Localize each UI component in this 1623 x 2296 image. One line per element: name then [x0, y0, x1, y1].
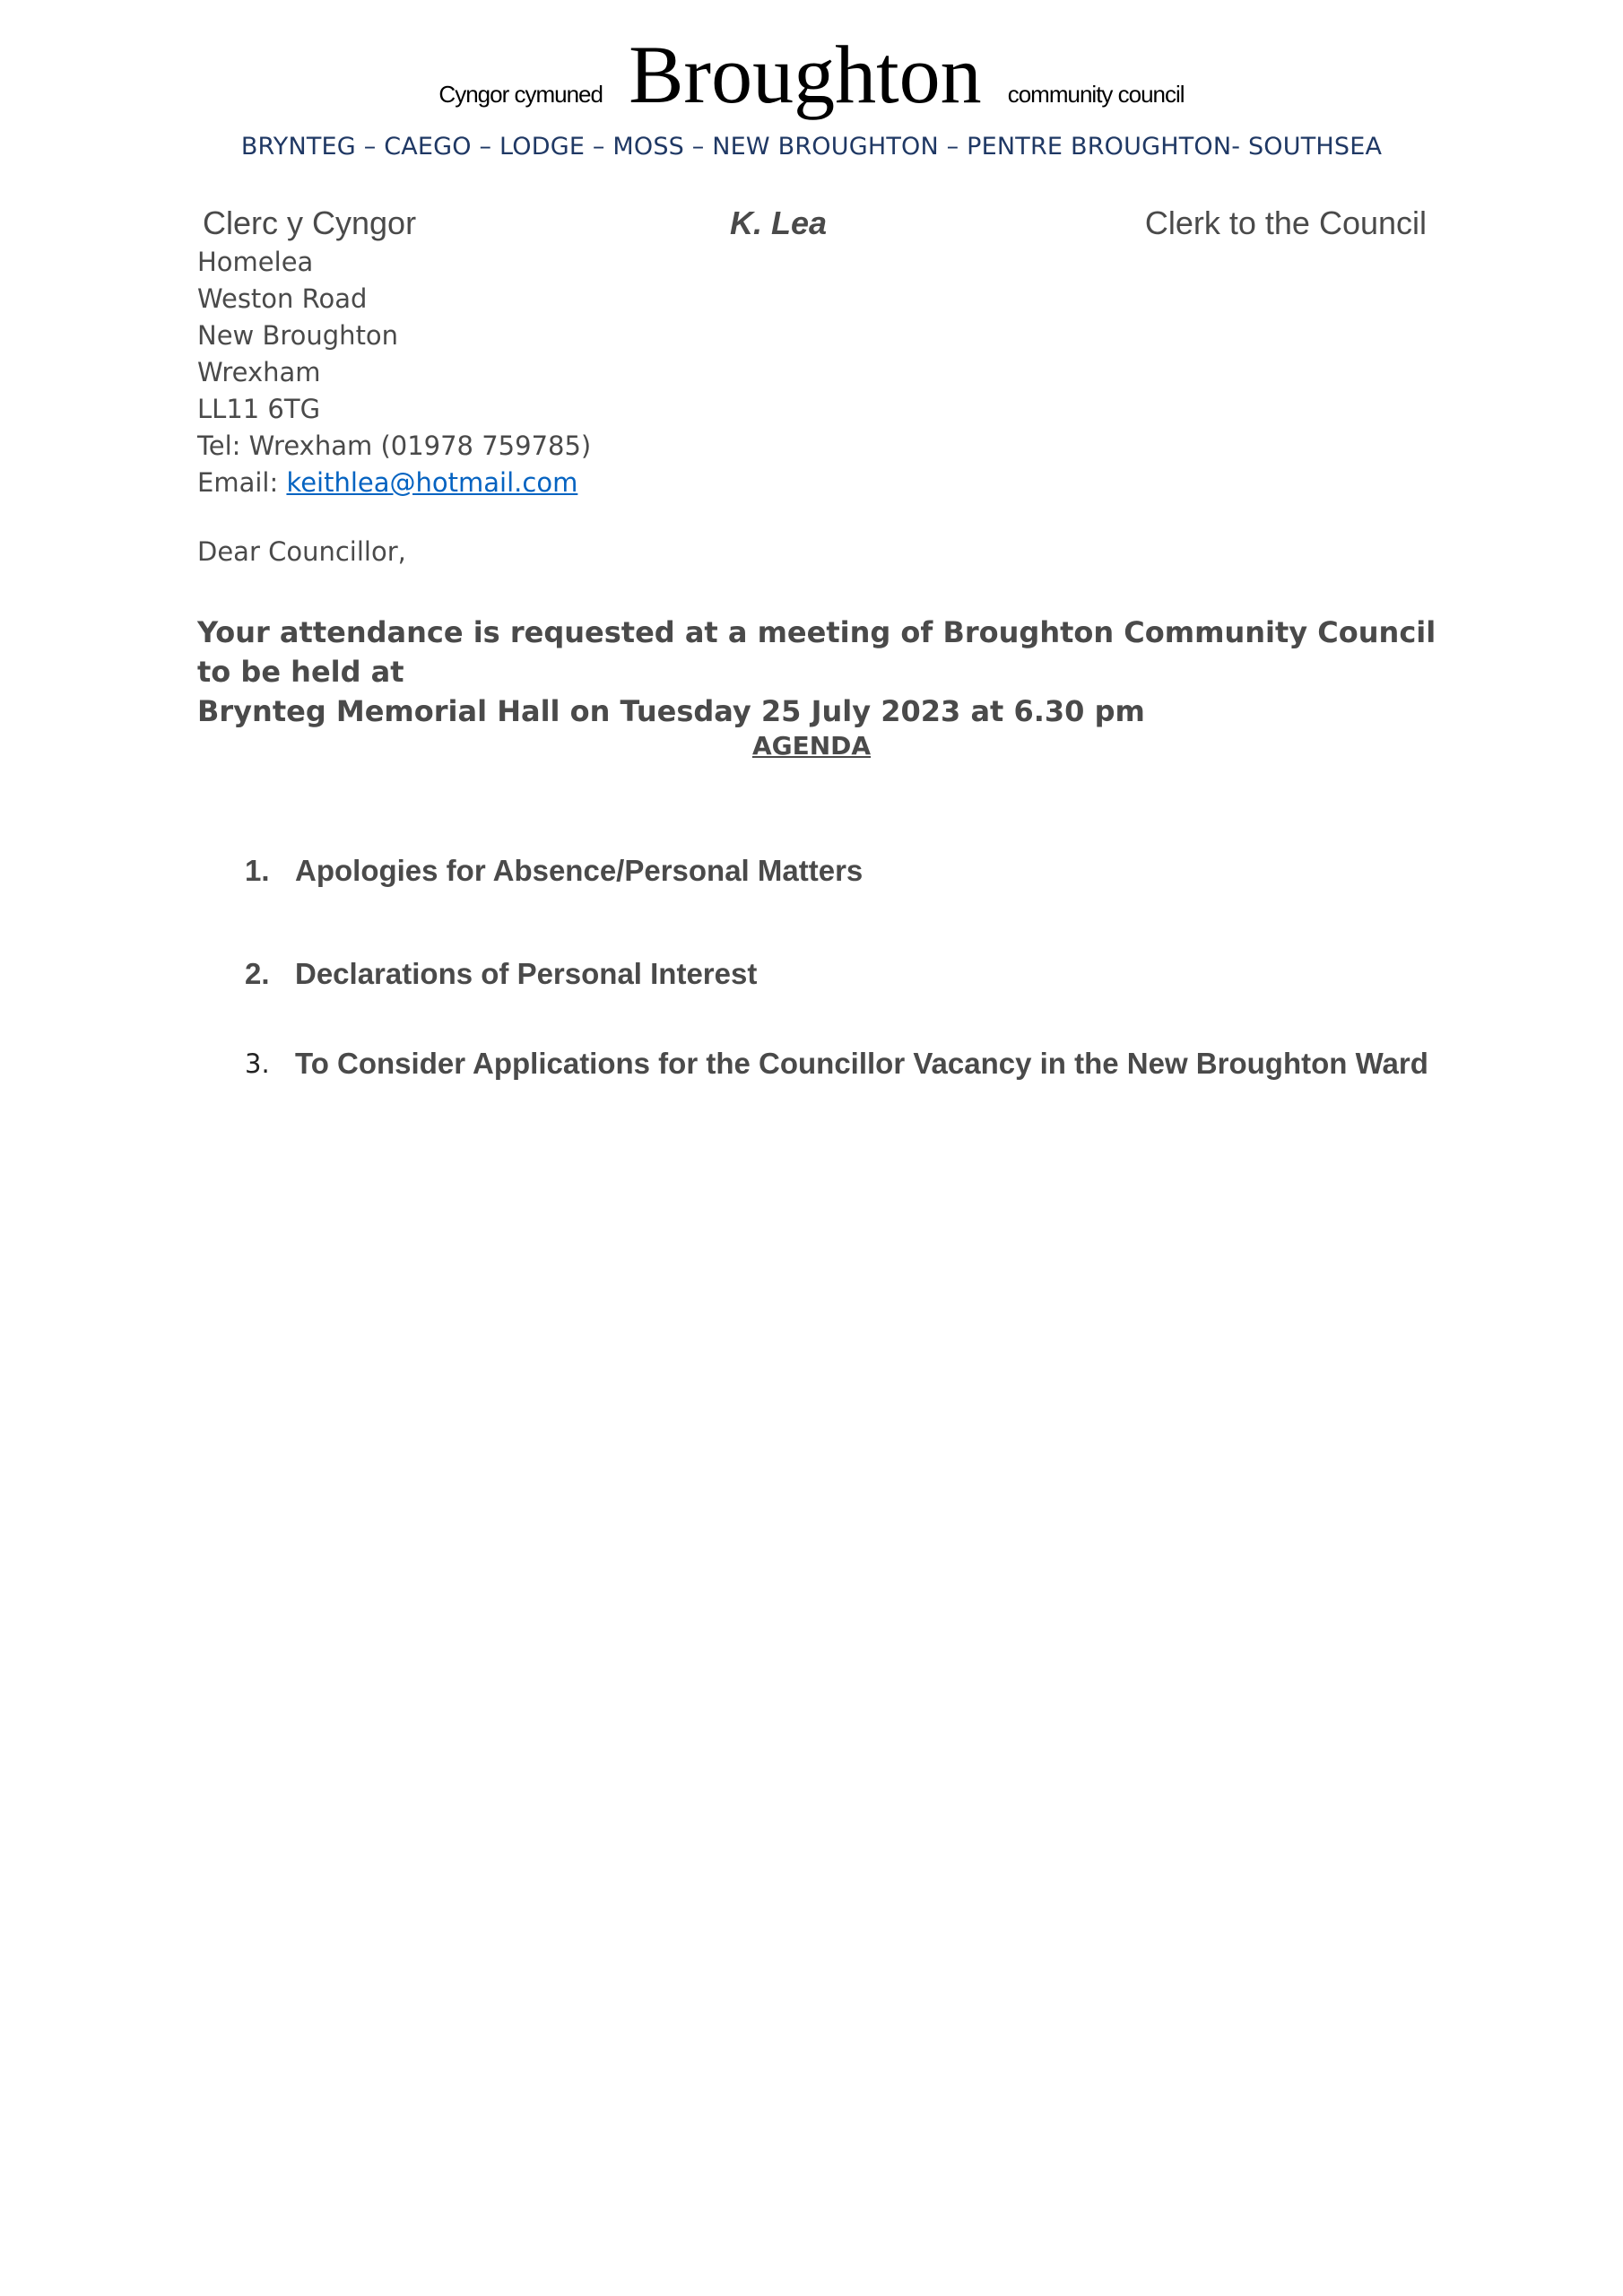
wards-list: BRYNTEG – CAEGO – LODGE – MOSS – NEW BROUGHTON – PENTRE BROUGHTON- SOUTHSEA	[240, 133, 1383, 161]
attendance-request-line-2: Brynteg Memorial Hall on Tuesday 25 July 2023 at 6.30 pm	[197, 694, 1145, 728]
email-label: Email:	[197, 467, 287, 498]
attendance-request-line-1: Your attendance is requested at a meeting of Broughton Community Council to be held at	[197, 615, 1436, 689]
clerk-english-title: Clerk to the Council	[1144, 204, 1427, 241]
agenda-item-number: 3.	[245, 1048, 270, 1079]
agenda-item-number: 2.	[245, 957, 270, 990]
agenda-heading: AGENDA	[751, 731, 872, 761]
letterhead-council-name: Broughton	[629, 29, 982, 120]
letterhead-welsh-label: Cyngor cymuned	[438, 81, 603, 108]
attendance-request	[197, 613, 1453, 731]
agenda-item-text: Declarations of Personal Interest	[295, 957, 758, 990]
address-email-row	[197, 465, 591, 501]
salutation: Dear Councillor,	[197, 536, 406, 567]
clerk-name: K. Lea	[730, 204, 828, 241]
address-line-3: New Broughton	[197, 320, 399, 351]
agenda-item	[245, 1038, 1428, 1090]
address-line-2: Weston Road	[197, 283, 368, 314]
address-line-1: Homelea	[197, 247, 314, 277]
agenda-item-text: Apologies for Absence/Personal Matters	[295, 854, 864, 887]
clerk-row	[203, 204, 1427, 249]
address-line-4: Wrexham	[197, 357, 321, 387]
letterhead-english-label: community council	[1007, 81, 1185, 108]
agenda-item	[245, 948, 1428, 1000]
agenda-item-text: To Consider Applications for the Councillor Vacancy in the New Broughton Ward	[295, 1047, 1428, 1080]
agenda-item-number: 1.	[245, 854, 270, 887]
clerk-welsh-title: Clerc y Cyngor	[203, 204, 417, 241]
address-telephone: Tel: Wrexham (01978 759785)	[197, 430, 592, 461]
address-postcode: LL11 6TG	[197, 394, 321, 424]
agenda-item	[245, 845, 1428, 897]
clerk-address	[197, 244, 591, 501]
email-link[interactable]: keithlea@hotmail.com	[286, 467, 578, 498]
letterhead	[0, 27, 1623, 126]
